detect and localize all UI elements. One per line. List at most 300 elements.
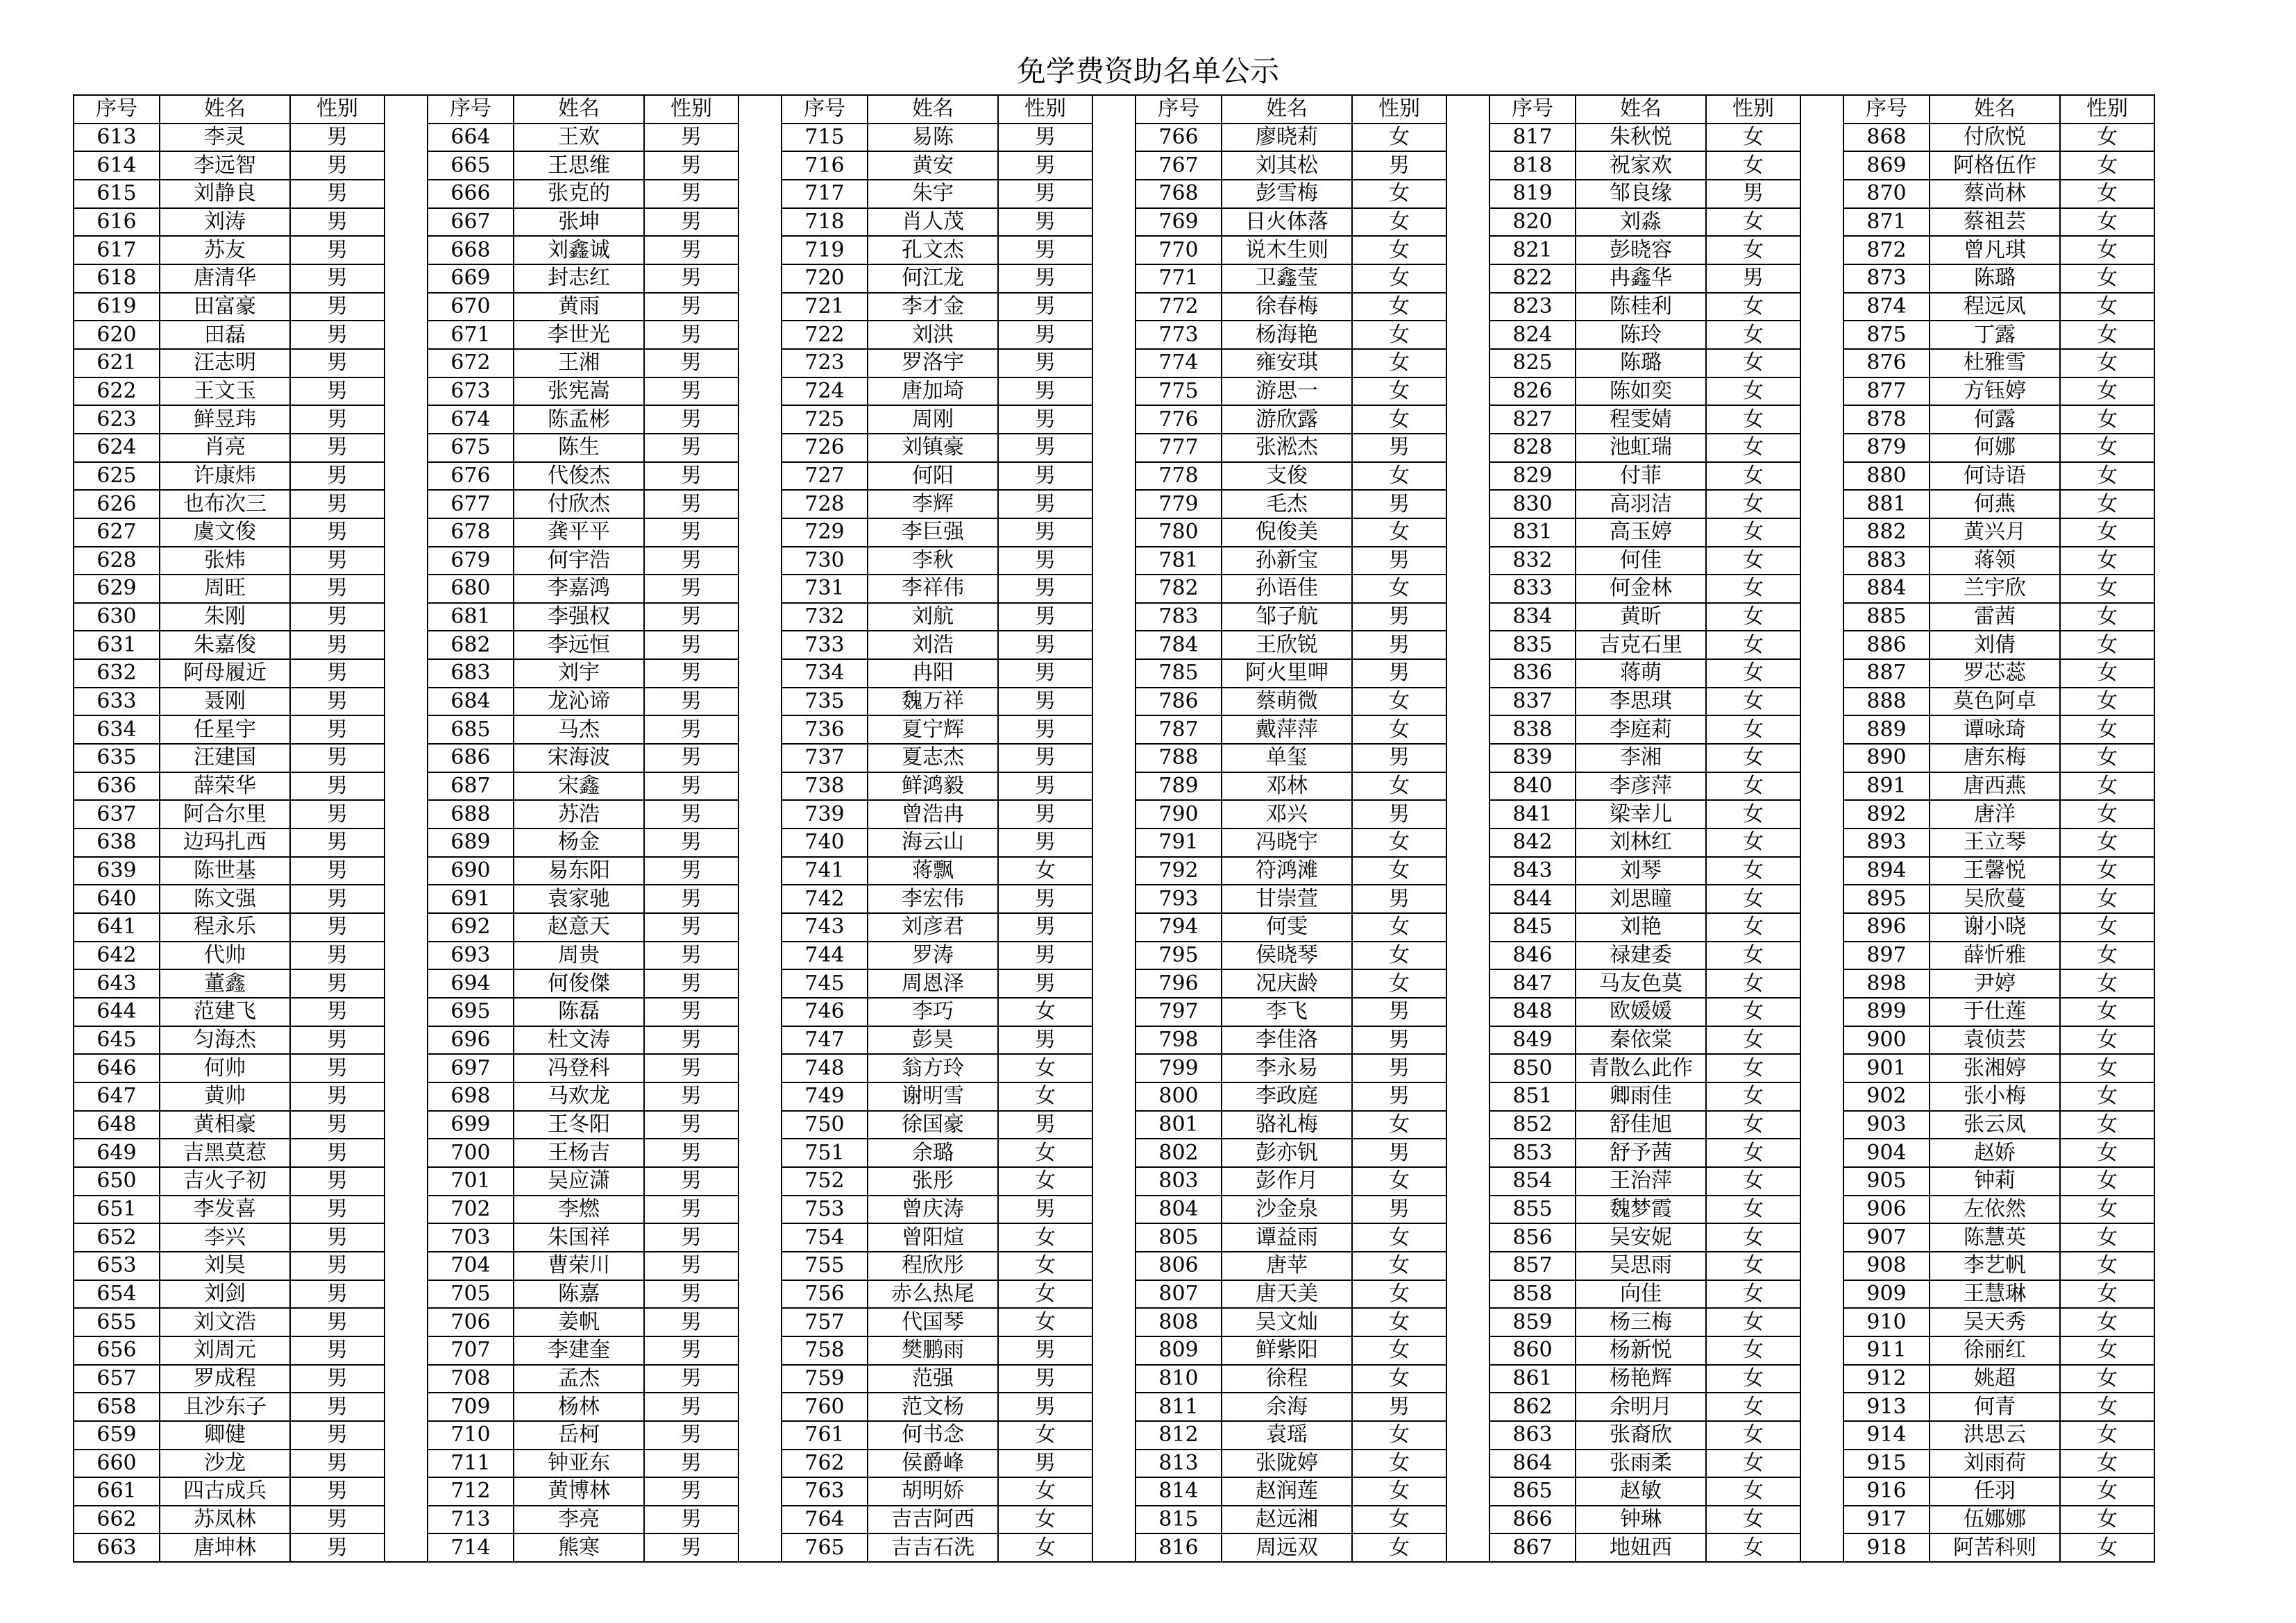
cell-gender: 女 [1706,1054,1800,1082]
cell-gender: 女 [1352,913,1446,942]
cell-gender: 女 [1706,998,1800,1026]
cell-name: 蒋萌 [1576,659,1706,688]
table-row [74,264,2154,293]
column-gap [1446,151,1489,180]
cell-name: 夏宁辉 [868,715,998,744]
cell-gender: 女 [1352,518,1446,547]
column-gap [738,434,782,462]
cell-seq: 819 [1489,180,1576,208]
column-gap [1092,264,1136,293]
column-gap [738,124,782,152]
cell-name: 刘镇豪 [868,434,998,462]
table-row [74,405,2154,434]
cell-gender: 男 [644,772,738,801]
cell-seq: 835 [1489,631,1576,659]
cell-name: 余海 [1222,1393,1352,1421]
cell-name: 李艺帆 [1930,1252,2060,1280]
column-gap [385,264,428,293]
cell-seq: 739 [782,800,868,829]
cell-seq: 878 [1843,405,1930,434]
header-gender: 性别 [998,95,1092,124]
table-row [74,1026,2154,1055]
column-gap [1800,1223,1843,1252]
column-gap [738,1054,782,1082]
column-gap [1800,1252,1843,1280]
table-row [74,518,2154,547]
cell-seq: 769 [1136,208,1222,237]
cell-name: 日火体落 [1222,208,1352,237]
cell-name: 任羽 [1930,1477,2060,1506]
cell-gender: 男 [644,1223,738,1252]
cell-name: 何雯 [1222,913,1352,942]
cell-seq: 746 [782,998,868,1026]
cell-name: 李彦萍 [1576,772,1706,801]
cell-seq: 873 [1843,264,1930,293]
column-gap [738,688,782,716]
column-gap [1800,462,1843,491]
header-name: 姓名 [514,95,644,124]
column-gap [1800,151,1843,180]
column-gap [738,1252,782,1280]
cell-name: 赤么热尾 [868,1280,998,1309]
cell-name: 刘周元 [160,1336,290,1365]
cell-gender: 女 [2060,744,2154,772]
cell-name: 田富豪 [160,293,290,321]
cell-gender: 女 [1706,857,1800,885]
cell-name: 蒋飘 [868,857,998,885]
cell-name: 赵润莲 [1222,1477,1352,1506]
cell-seq: 626 [74,490,160,518]
cell-gender: 男 [998,264,1092,293]
cell-seq: 634 [74,715,160,744]
cell-name: 方钰婷 [1930,377,2060,406]
cell-seq: 631 [74,631,160,659]
cell-name: 刘倩 [1930,631,2060,659]
cell-seq: 803 [1136,1167,1222,1196]
cell-seq: 908 [1843,1252,1930,1280]
cell-name: 朱秋悦 [1576,124,1706,152]
cell-name: 李巧 [868,998,998,1026]
column-gap [738,1026,782,1055]
column-gap [385,857,428,885]
column-gap [385,969,428,998]
cell-name: 薛荣华 [160,772,290,801]
column-gap [1446,1506,1489,1534]
table-row [74,603,2154,631]
column-gap [1800,377,1843,406]
cell-gender: 男 [644,1365,738,1393]
cell-seq: 718 [782,208,868,237]
column-gap [385,321,428,349]
cell-seq: 687 [428,772,514,801]
table-row [74,1196,2154,1224]
cell-seq: 779 [1136,490,1222,518]
column-gap [1446,1252,1489,1280]
cell-seq: 852 [1489,1111,1576,1139]
cell-seq: 691 [428,885,514,913]
cell-gender: 男 [1352,1026,1446,1055]
cell-seq: 789 [1136,772,1222,801]
table-row [74,829,2154,857]
cell-seq: 731 [782,575,868,603]
cell-seq: 782 [1136,575,1222,603]
cell-gender: 女 [1706,1252,1800,1280]
table-row [74,969,2154,998]
cell-name: 吴应潇 [514,1167,644,1196]
cell-name: 谢明雪 [868,1082,998,1111]
column-gap [385,744,428,772]
cell-seq: 716 [782,151,868,180]
cell-gender: 女 [1352,715,1446,744]
cell-seq: 751 [782,1139,868,1167]
cell-gender: 男 [1352,151,1446,180]
cell-gender: 女 [1706,321,1800,349]
cell-name: 沙金泉 [1222,1196,1352,1224]
cell-gender: 女 [2060,321,2154,349]
table-row [74,1223,2154,1252]
cell-gender: 女 [2060,1336,2154,1365]
cell-name: 李远智 [160,151,290,180]
cell-name: 李发喜 [160,1196,290,1224]
cell-gender: 男 [644,1421,738,1450]
cell-seq: 720 [782,264,868,293]
cell-name: 陈桂利 [1576,293,1706,321]
cell-name: 唐洋 [1930,800,2060,829]
cell-name: 鲜紫阳 [1222,1336,1352,1365]
column-gap [385,631,428,659]
cell-name: 单玺 [1222,744,1352,772]
cell-gender: 男 [644,1252,738,1280]
cell-seq: 811 [1136,1393,1222,1421]
cell-seq: 847 [1489,969,1576,998]
table-row [74,1393,2154,1421]
cell-gender: 女 [998,1054,1092,1082]
column-gap [1800,293,1843,321]
cell-gender: 女 [1352,264,1446,293]
cell-name: 王冬阳 [514,1111,644,1139]
cell-name: 孙新宝 [1222,547,1352,575]
cell-name: 吴天秀 [1930,1308,2060,1336]
column-gap [1800,547,1843,575]
cell-name: 苏友 [160,236,290,264]
column-gap [1092,349,1136,377]
cell-name: 刘鑫诚 [514,236,644,264]
cell-gender: 男 [290,829,385,857]
cell-name: 何阳 [868,462,998,491]
cell-seq: 781 [1136,547,1222,575]
cell-name: 冉鑫华 [1576,264,1706,293]
cell-seq: 764 [782,1506,868,1534]
cell-seq: 712 [428,1477,514,1506]
cell-seq: 706 [428,1308,514,1336]
cell-seq: 804 [1136,1196,1222,1224]
cell-name: 祝家欢 [1576,151,1706,180]
cell-seq: 827 [1489,405,1576,434]
cell-name: 冯登科 [514,1054,644,1082]
column-gap [1092,1365,1136,1393]
cell-gender: 男 [998,1196,1092,1224]
cell-seq: 763 [782,1477,868,1506]
cell-seq: 773 [1136,321,1222,349]
column-gap [1446,1196,1489,1224]
cell-seq: 617 [74,236,160,264]
cell-gender: 男 [644,518,738,547]
cell-name: 张陇婷 [1222,1450,1352,1478]
cell-gender: 男 [1352,631,1446,659]
cell-gender: 女 [1706,547,1800,575]
column-gap [385,885,428,913]
cell-gender: 女 [2060,405,2154,434]
cell-name: 伍娜娜 [1930,1506,2060,1534]
column-gap [385,1365,428,1393]
cell-seq: 664 [428,124,514,152]
cell-name: 苏凤林 [160,1506,290,1534]
cell-name: 封志红 [514,264,644,293]
cell-gender: 男 [290,1506,385,1534]
cell-seq: 840 [1489,772,1576,801]
cell-seq: 653 [74,1252,160,1280]
column-gap [1800,800,1843,829]
cell-name: 孔文杰 [868,236,998,264]
cell-gender: 女 [1352,829,1446,857]
column-gap [738,1139,782,1167]
column-gap [1092,321,1136,349]
cell-gender: 男 [1352,800,1446,829]
cell-name: 罗洛宇 [868,349,998,377]
cell-gender: 女 [2060,349,2154,377]
column-gap [385,1280,428,1309]
cell-gender: 男 [290,264,385,293]
column-gap [1446,1223,1489,1252]
cell-gender: 男 [290,715,385,744]
cell-gender: 女 [2060,575,2154,603]
header-seq: 序号 [428,95,514,124]
cell-gender: 女 [1352,1223,1446,1252]
cell-name: 刘剑 [160,1280,290,1309]
cell-name: 唐苹 [1222,1252,1352,1280]
column-gap [1446,969,1489,998]
column-gap [738,293,782,321]
cell-name: 鲜昱玮 [160,405,290,434]
column-gap [738,490,782,518]
cell-seq: 659 [74,1421,160,1450]
cell-name: 卿健 [160,1421,290,1450]
cell-seq: 758 [782,1336,868,1365]
cell-gender: 女 [1706,349,1800,377]
column-gap [1092,659,1136,688]
column-gap [1092,969,1136,998]
cell-seq: 730 [782,547,868,575]
cell-name: 蒋领 [1930,547,2060,575]
cell-name: 侯爵峰 [868,1450,998,1478]
cell-seq: 624 [74,434,160,462]
cell-seq: 615 [74,180,160,208]
cell-gender: 男 [998,377,1092,406]
cell-gender: 女 [2060,1054,2154,1082]
column-gap [1092,885,1136,913]
cell-seq: 860 [1489,1336,1576,1365]
cell-gender: 女 [1352,1365,1446,1393]
cell-gender: 女 [998,1082,1092,1111]
cell-gender: 男 [290,659,385,688]
cell-name: 王文玉 [160,377,290,406]
cell-seq: 825 [1489,349,1576,377]
cell-name: 孙语佳 [1222,575,1352,603]
cell-gender: 男 [998,236,1092,264]
cell-seq: 728 [782,490,868,518]
cell-name: 魏万祥 [868,688,998,716]
cell-seq: 915 [1843,1450,1930,1478]
column-gap [1446,575,1489,603]
cell-seq: 719 [782,236,868,264]
cell-seq: 660 [74,1450,160,1478]
column-gap [738,208,782,237]
cell-gender: 男 [1352,1139,1446,1167]
cell-gender: 男 [644,349,738,377]
cell-seq: 645 [74,1026,160,1055]
column-gap [1092,462,1136,491]
cell-gender: 男 [998,913,1092,942]
cell-gender: 男 [290,490,385,518]
cell-name: 陈文强 [160,885,290,913]
cell-name: 马欢龙 [514,1082,644,1111]
cell-seq: 798 [1136,1026,1222,1055]
cell-seq: 858 [1489,1280,1576,1309]
column-gap [1800,405,1843,434]
cell-gender: 男 [644,659,738,688]
cell-seq: 700 [428,1139,514,1167]
column-gap [385,1533,428,1562]
cell-seq: 623 [74,405,160,434]
cell-gender: 女 [2060,885,2154,913]
cell-name: 彭晓容 [1576,236,1706,264]
cell-seq: 831 [1489,518,1576,547]
cell-seq: 672 [428,349,514,377]
cell-gender: 男 [998,1026,1092,1055]
cell-seq: 898 [1843,969,1930,998]
cell-name: 钟莉 [1930,1167,2060,1196]
cell-name: 陈如奕 [1576,377,1706,406]
cell-gender: 女 [998,1139,1092,1167]
cell-seq: 638 [74,829,160,857]
column-gap [738,1477,782,1506]
column-gap [1446,434,1489,462]
column-gap [385,998,428,1026]
cell-seq: 705 [428,1280,514,1309]
cell-seq: 793 [1136,885,1222,913]
cell-seq: 621 [74,349,160,377]
column-gap [1092,1223,1136,1252]
cell-gender: 女 [1706,1223,1800,1252]
cell-gender: 女 [1706,969,1800,998]
column-gap [1446,998,1489,1026]
cell-name: 曾庆涛 [868,1196,998,1224]
cell-name: 戴萍萍 [1222,715,1352,744]
header-name: 姓名 [1222,95,1352,124]
cell-seq: 723 [782,349,868,377]
cell-seq: 814 [1136,1477,1222,1506]
cell-name: 李才金 [868,293,998,321]
cell-seq: 809 [1136,1336,1222,1365]
cell-name: 龙沁谛 [514,688,644,716]
cell-gender: 男 [998,405,1092,434]
cell-name: 谢小晓 [1930,913,2060,942]
cell-gender: 男 [290,462,385,491]
column-gap [1800,490,1843,518]
cell-seq: 812 [1136,1421,1222,1450]
column-gap [738,603,782,631]
cell-seq: 661 [74,1477,160,1506]
column-gap [738,518,782,547]
cell-name: 说木生则 [1222,236,1352,264]
column-gap [738,800,782,829]
column-gap [738,462,782,491]
cell-gender: 男 [998,603,1092,631]
cell-name: 王治萍 [1576,1167,1706,1196]
cell-name: 四古成兵 [160,1477,290,1506]
cell-gender: 男 [644,829,738,857]
cell-gender: 男 [998,208,1092,237]
header-gender: 性别 [1352,95,1446,124]
cell-name: 边玛扎西 [160,829,290,857]
cell-name: 朱国祥 [514,1223,644,1252]
cell-name: 刘彦君 [868,913,998,942]
cell-gender: 女 [1706,1167,1800,1196]
cell-gender: 女 [1706,688,1800,716]
cell-gender: 女 [2060,772,2154,801]
cell-name: 赵远湘 [1222,1506,1352,1534]
column-gap [738,942,782,970]
cell-name: 唐坤林 [160,1533,290,1562]
cell-name: 刘涛 [160,208,290,237]
cell-seq: 721 [782,293,868,321]
cell-gender: 女 [1706,603,1800,631]
cell-gender: 男 [644,1336,738,1365]
table-row [74,1082,2154,1111]
cell-gender: 男 [290,349,385,377]
cell-name: 陈生 [514,434,644,462]
cell-gender: 女 [2060,490,2154,518]
header-gender: 性别 [2060,95,2154,124]
column-gap [1446,829,1489,857]
cell-name: 李湘 [1576,744,1706,772]
cell-seq: 870 [1843,180,1930,208]
column-gap [1800,942,1843,970]
cell-seq: 674 [428,405,514,434]
cell-name: 舒予茜 [1576,1139,1706,1167]
cell-gender: 男 [1352,744,1446,772]
cell-gender: 女 [2060,1111,2154,1139]
table-row [74,236,2154,264]
cell-gender: 男 [290,293,385,321]
cell-gender: 男 [644,1533,738,1562]
cell-seq: 668 [428,236,514,264]
cell-name: 雍安琪 [1222,349,1352,377]
column-gap [1092,829,1136,857]
cell-seq: 900 [1843,1026,1930,1055]
cell-name: 阿母履近 [160,659,290,688]
column-gap [1446,490,1489,518]
cell-seq: 856 [1489,1223,1576,1252]
cell-seq: 797 [1136,998,1222,1026]
cell-seq: 737 [782,744,868,772]
cell-seq: 701 [428,1167,514,1196]
cell-gender: 女 [1352,969,1446,998]
cell-name: 钟琳 [1576,1506,1706,1534]
cell-name: 黄帅 [160,1082,290,1111]
column-gap [1092,1082,1136,1111]
cell-gender: 女 [1352,1280,1446,1309]
